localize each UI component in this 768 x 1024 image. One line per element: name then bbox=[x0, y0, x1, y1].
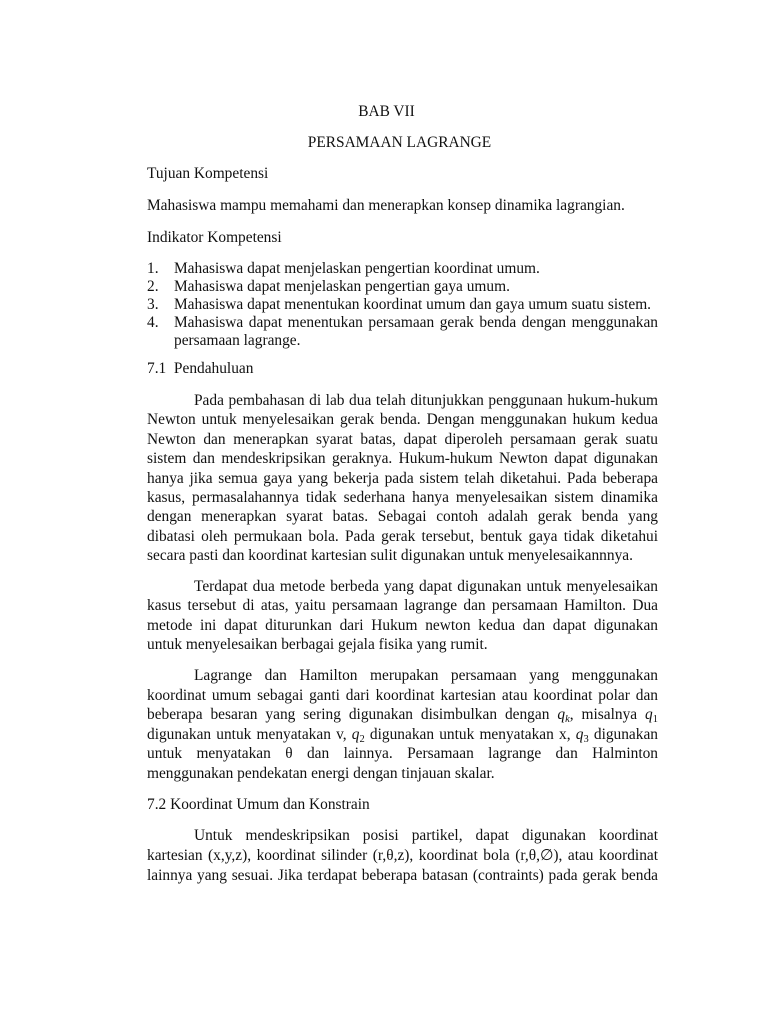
paragraph-line: hanya jika semua gaya yang bekerja pada sistem telah diketahui. Pada beberapa bbox=[147, 469, 658, 487]
paragraph-line: kasus tersebut di atas, yaitu persamaan lagrange dan persamaan Hamilton. Dua bbox=[147, 597, 658, 615]
list-item bbox=[147, 278, 658, 296]
list-item bbox=[147, 314, 658, 350]
list-item bbox=[147, 296, 658, 314]
paragraph bbox=[147, 391, 658, 565]
math-variable: q bbox=[645, 706, 653, 724]
tujuan-heading: Tujuan Kompetensi bbox=[147, 165, 269, 182]
math-variable: q bbox=[575, 725, 584, 743]
paragraph-line: secara pasti dan koordinat kartesian sulit digunakan untuk menyelesaikannnya. bbox=[147, 547, 633, 564]
math-variable: q bbox=[557, 706, 566, 724]
paragraph-line: metode ini dapat diturunkan dari Hukum newton kedua dan dapat digunakan bbox=[147, 616, 658, 634]
list-item-line: Mahasiswa dapat menjelaskan pengertian koordinat umum. bbox=[174, 260, 540, 277]
chapter-title: PERSAMAAN LAGRANGE bbox=[307, 134, 492, 151]
paragraph-line bbox=[147, 705, 658, 725]
text-segment: , misalnya bbox=[569, 706, 646, 724]
section-heading: 7.2 Koordinat Umum dan Konstrain bbox=[147, 796, 370, 813]
paragraph-line: Untuk mendeskripsikan posisi partikel, dapat digunakan koordinat bbox=[194, 827, 658, 844]
list-item-line: Mahasiswa dapat menjelaskan pengertian gaya umum. bbox=[174, 278, 510, 295]
paragraph-line: Pada pembahasan di lab dua telah ditunjukkan penggunaan hukum-hukum bbox=[194, 392, 658, 409]
paragraph-line: dengan menerapkan syarat batas. Sebagai contoh adalah gerak benda yang bbox=[147, 508, 658, 526]
paragraph-line: kartesian (x,y,z), koordinat silinder (r,θ,z), koordinat bola (r,θ,∅), atau koordinat bbox=[147, 847, 658, 864]
text-segment: beberapa besaran yang sering digunakan disimbulkan dengan bbox=[147, 706, 558, 724]
list-number: 4. bbox=[147, 314, 159, 331]
paragraph-line: Terdapat dua metode berbeda yang dapat digunakan untuk menyelesaikan bbox=[194, 578, 658, 595]
list-number: 3. bbox=[147, 296, 159, 313]
paragraph-line: menggunakan pendekatan energi dengan tinjauan skalar. bbox=[147, 764, 495, 782]
list-item bbox=[147, 260, 658, 278]
paragraph bbox=[147, 666, 658, 784]
list-number: 1. bbox=[147, 260, 159, 277]
paragraph-line: koordinat umum sebagai ganti dari koordinat kartesian atau koordinat polar dan bbox=[147, 686, 658, 704]
paragraph-line: lainnya yang sesuai. Jika terdapat beberapa batasan (contraints) pada gerak benda bbox=[147, 867, 658, 884]
list-item-text bbox=[174, 278, 658, 296]
paragraph bbox=[147, 826, 658, 886]
list-item-line: persamaan lagrange. bbox=[174, 332, 301, 349]
math-subscript: 3 bbox=[583, 733, 589, 745]
paragraph-line: kasus, permasalahannya tidak sederhana hanya menyelesaikan sistem dinamika bbox=[147, 488, 658, 506]
paragraph-line: untuk menyatakan θ dan lainnya. Persamaan lagrange dan Halminton bbox=[147, 745, 658, 763]
math-subscript: 2 bbox=[359, 733, 365, 745]
paragraph-line: Newton untuk menyelesaikan gerak benda. Dengan menggunakan hukum kedua bbox=[147, 411, 658, 429]
paragraph-line bbox=[147, 725, 658, 745]
list-item-text bbox=[174, 260, 658, 278]
paragraph-line: Lagrange dan Hamilton merupakan persamaan yang menggunakan bbox=[194, 667, 658, 684]
section-heading: 7.1 Pendahuluan bbox=[147, 360, 254, 377]
math-variable: q bbox=[351, 725, 360, 743]
math-subscript: k bbox=[565, 714, 570, 726]
chapter-label: BAB VII bbox=[358, 103, 415, 120]
text-segment: digunakan untuk menyatakan v, bbox=[147, 725, 352, 743]
list-item-line: Mahasiswa dapat menentukan koordinat umum dan gaya umum suatu sistem. bbox=[174, 296, 652, 313]
text-segment: digunakan untuk menyatakan x, bbox=[364, 725, 576, 743]
paragraph-line: untuk menyelesaikan berbagai gejala fisika yang rumit. bbox=[147, 636, 488, 654]
list-item-text bbox=[174, 314, 658, 350]
math-subscript: 1 bbox=[652, 714, 658, 726]
paragraph-line: Newton dan menerapkan syarat batas, dapat diperoleh persamaan gerak suatu bbox=[147, 430, 658, 448]
indikator-heading: Indikator Kompetensi bbox=[147, 229, 282, 246]
indikator-list bbox=[147, 260, 658, 350]
list-item-line: Mahasiswa dapat menentukan persamaan gerak benda dengan menggunakan bbox=[174, 314, 658, 331]
text-segment: digunakan bbox=[588, 725, 658, 743]
paragraph bbox=[147, 577, 658, 655]
tujuan-text: Mahasiswa mampu memahami dan menerapkan konsep dinamika lagrangian. bbox=[147, 197, 625, 214]
list-number: 2. bbox=[147, 278, 159, 295]
paragraph-line: sistem dan mendeskripsikan geraknya. Hukum-hukum Newton dapat digunakan bbox=[147, 450, 658, 468]
paragraph-line: dibatasi oleh permukaan bola. Pada gerak tersebut, bentuk gaya tidak diketahui bbox=[147, 527, 658, 545]
list-item-text bbox=[174, 296, 658, 314]
